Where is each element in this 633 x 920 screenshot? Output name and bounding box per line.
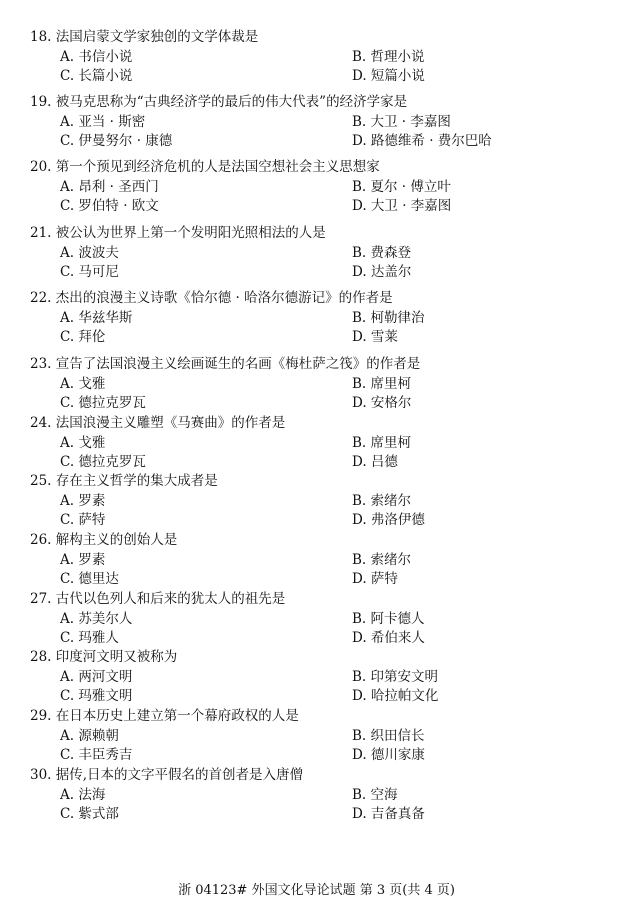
option-b: B. 哲理小说 xyxy=(352,48,425,65)
option-d: D. 安格尔 xyxy=(352,395,412,411)
option-b: B. 席里柯 xyxy=(352,375,412,392)
option-b: B. 大卫 · 李嘉图 xyxy=(352,113,451,130)
option-b: B. 索绪尔 xyxy=(352,492,412,509)
option-c: C. 萨特 xyxy=(60,512,106,528)
option-a: A. 苏美尔人 xyxy=(60,610,133,627)
question-stem: 25. 存在主义哲学的集大成者是 xyxy=(30,473,218,489)
option-d: D. 吉备真备 xyxy=(352,806,425,822)
option-a: A. 罗素 xyxy=(60,551,106,568)
option-a: A. 华兹华斯 xyxy=(60,309,133,326)
option-b: B. 柯勒律治 xyxy=(352,309,425,326)
option-b: B. 席里柯 xyxy=(352,434,412,451)
option-d: D. 弗洛伊德 xyxy=(352,512,425,528)
option-b: B. 阿卡德人 xyxy=(352,610,425,627)
option-c: C. 丰臣秀吉 xyxy=(60,747,133,763)
option-c: C. 马可尼 xyxy=(60,264,119,280)
option-a: A. 亚当 · 斯密 xyxy=(60,113,146,130)
option-c: C. 紫式部 xyxy=(60,806,119,822)
option-c: C. 长篇小说 xyxy=(60,68,133,84)
question-stem: 23. 宣告了法国浪漫主义绘画诞生的名画《梅杜萨之筏》的作者是 xyxy=(30,356,421,372)
question-stem: 22. 杰出的浪漫主义诗歌《恰尔德 · 哈洛尔德游记》的作者是 xyxy=(30,290,393,306)
option-b: B. 织田信长 xyxy=(352,727,425,744)
question-stem: 26. 解构主义的创始人是 xyxy=(30,532,178,548)
question-stem: 24. 法国浪漫主义雕塑《马赛曲》的作者是 xyxy=(30,415,286,431)
option-c: C. 伊曼努尔 · 康德 xyxy=(60,133,173,149)
option-a: A. 书信小说 xyxy=(60,48,133,65)
option-c: C. 罗伯特 · 欧文 xyxy=(60,198,159,214)
option-d: D. 萨特 xyxy=(352,571,398,587)
option-a: A. 戈雅 xyxy=(60,434,106,451)
option-b: B. 费森登 xyxy=(352,244,412,261)
option-d: D. 哈拉帕文化 xyxy=(352,688,439,704)
question-stem: 18. 法国启蒙文学家独创的文学体裁是 xyxy=(30,29,259,45)
option-d: D. 德川家康 xyxy=(352,747,425,763)
option-c: C. 拜伦 xyxy=(60,329,106,345)
option-d: D. 短篇小说 xyxy=(352,68,425,84)
option-c: C. 玛雅人 xyxy=(60,630,119,646)
option-a: A. 法海 xyxy=(60,786,106,803)
question-stem: 28. 印度河文明又被称为 xyxy=(30,649,178,665)
option-b: B. 索绪尔 xyxy=(352,551,412,568)
question-stem: 27. 古代以色列人和后来的犹太人的祖先是 xyxy=(30,591,286,607)
option-b: B. 夏尔 · 傅立叶 xyxy=(352,178,451,195)
question-stem: 20. 第一个预见到经济危机的人是法国空想社会主义思想家 xyxy=(30,159,380,175)
option-c: C. 德里达 xyxy=(60,571,119,587)
option-b: B. 印第安文明 xyxy=(352,668,439,685)
question-stem: 21. 被公认为世界上第一个发明阳光照相法的人是 xyxy=(30,225,326,241)
question-stem: 29. 在日本历史上建立第一个幕府政权的人是 xyxy=(30,708,299,724)
option-d: D. 大卫 · 李嘉图 xyxy=(352,198,452,214)
option-d: D. 雪莱 xyxy=(352,329,398,345)
option-b: B. 空海 xyxy=(352,786,398,803)
option-a: A. 源赖朝 xyxy=(60,727,119,744)
option-d: D. 吕德 xyxy=(352,454,398,470)
option-a: A. 罗素 xyxy=(60,492,106,509)
question-stem: 30. 据传,日本的文字平假名的首创者是入唐僧 xyxy=(30,767,304,783)
option-c: C. 德拉克罗瓦 xyxy=(60,395,146,411)
option-c: C. 德拉克罗瓦 xyxy=(60,454,146,470)
page-footer: 浙 04123# 外国文化导论试题 第 3 页(共 4 页) xyxy=(178,883,455,898)
option-d: D. 路德维希 · 费尔巴哈 xyxy=(352,133,492,149)
option-a: A. 波波夫 xyxy=(60,244,119,261)
option-d: D. 达盖尔 xyxy=(352,264,412,280)
question-stem: 19. 被马克思称为“古典经济学的最后的伟大代表”的经济学家是 xyxy=(30,94,408,110)
option-a: A. 两河文明 xyxy=(60,668,133,685)
option-a: A. 戈雅 xyxy=(60,375,106,392)
option-d: D. 希伯来人 xyxy=(352,630,425,646)
option-a: A. 昂利 · 圣西门 xyxy=(60,178,159,195)
option-c: C. 玛雅文明 xyxy=(60,688,133,704)
